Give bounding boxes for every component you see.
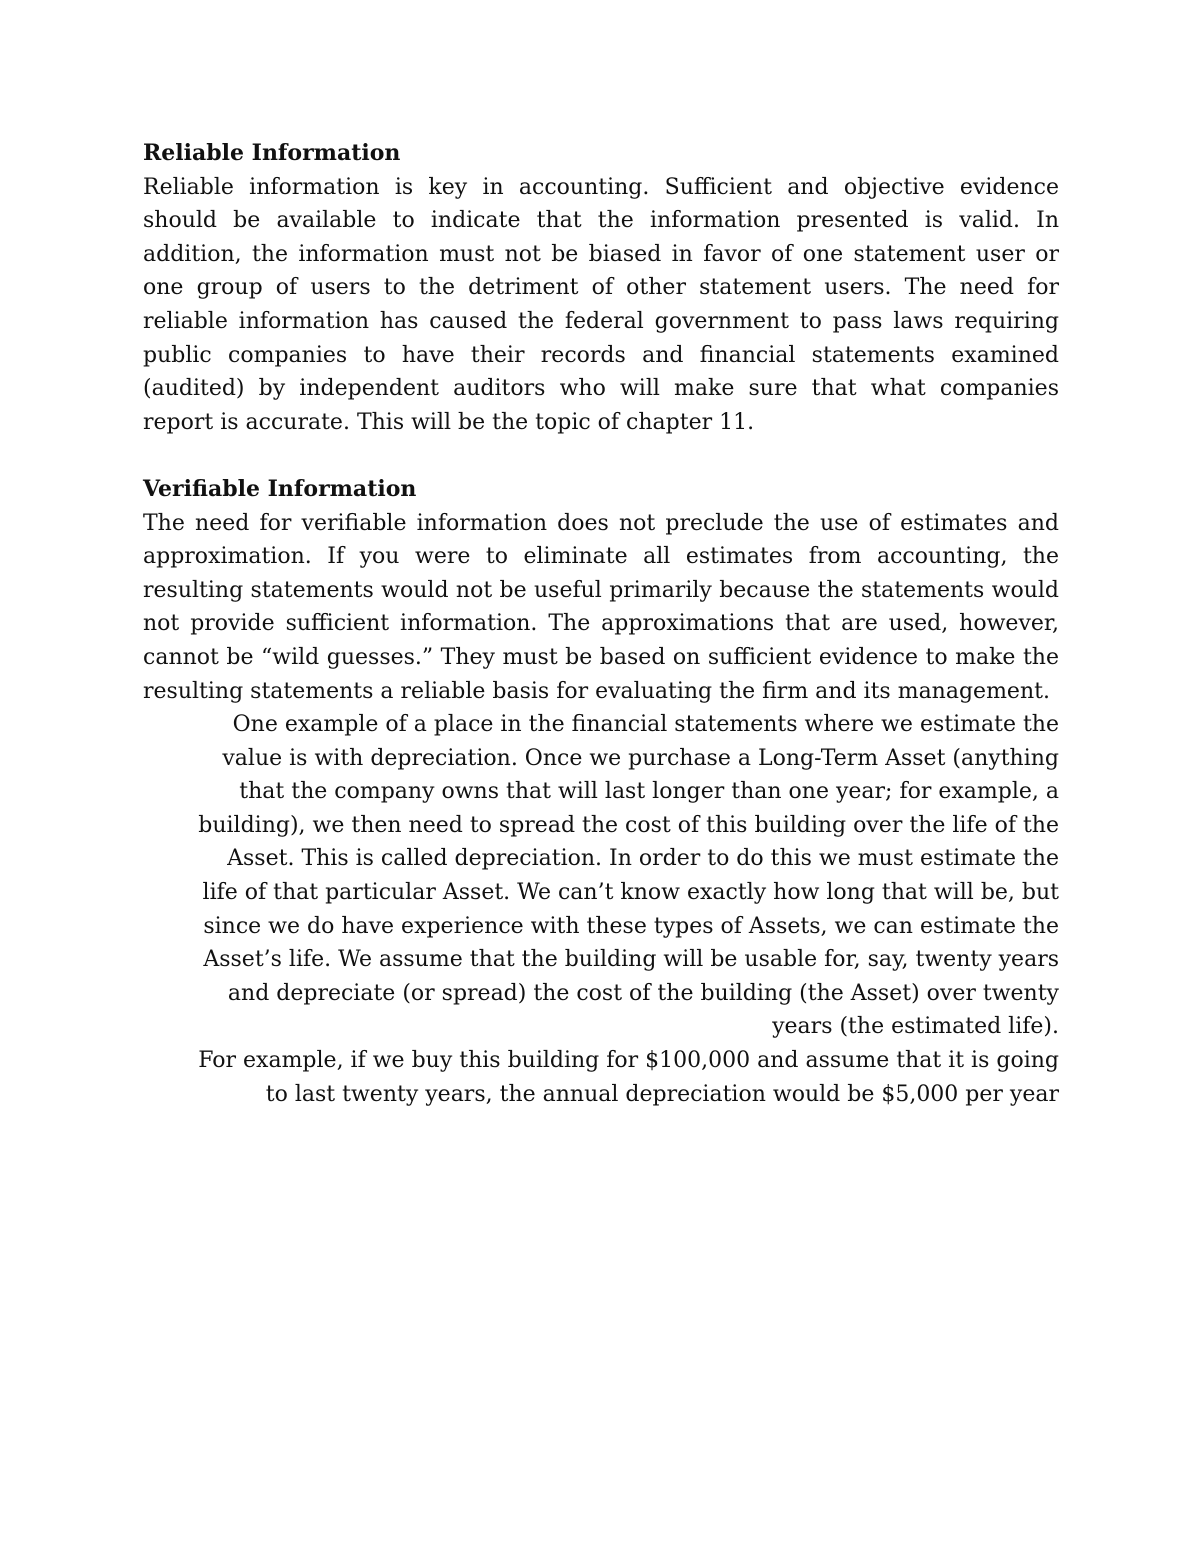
section-heading: Verifiable Information — [143, 475, 417, 502]
example-block — [143, 708, 1059, 1111]
document-page — [143, 137, 1059, 1111]
section-verifiable-information — [143, 473, 1059, 1111]
depreciation-calculation-paragraph: For example, if we buy this building for $100,000 and assume that it is going to last twenty years, the annual depreciation would be $5,000 per year — [198, 1048, 1059, 1107]
section-heading: Reliable Information — [143, 140, 401, 166]
section-body: The need for verifiable information does not preclude the use of estimates and approximation. If you were to eliminate all estimates from accounting, the resulting statements would not be useful primarily because the statements would not provide sufficient information. The approximations that are used, however, cannot be “wild guesses.” They must be based on sufficient evidence to make the resulting statements a reliable basis for evaluating the firm and its management. — [143, 510, 1059, 704]
depreciation-example-paragraph: One example of a place in the financial statements where we estimate the value is with depreciation. Once we purchase a Long-Term Asset (anything that the company owns that will last longer than one year; for example, a building), we then need to spread the cost of this building over the life of the Asset. This is called depreciation. In order to do this we must estimate the life of that particular Asset. We can’t know exactly how long that will be, but since we do have experience with these types of Assets, we can estimate the Asset’s life. We assume that the building will be usable for, say, twenty years and depreciate (or spread) the cost of the building (the Asset) over twenty years (the estimated life). — [198, 712, 1059, 1040]
section-reliable-information — [143, 137, 1059, 439]
section-body: Reliable information is key in accounting. Sufficient and objective evidence should be available to indicate that the information presented is valid. In addition, the information must not be biased in favor of one statement user or one group of users to the detriment of other statement users. The need for reliable information has caused the federal government to pass laws requiring public companies to have their records and financial statements examined (audited) by independent auditors who will make sure that what companies report is accurate. This will be the topic of chapter 11. — [143, 174, 1059, 435]
